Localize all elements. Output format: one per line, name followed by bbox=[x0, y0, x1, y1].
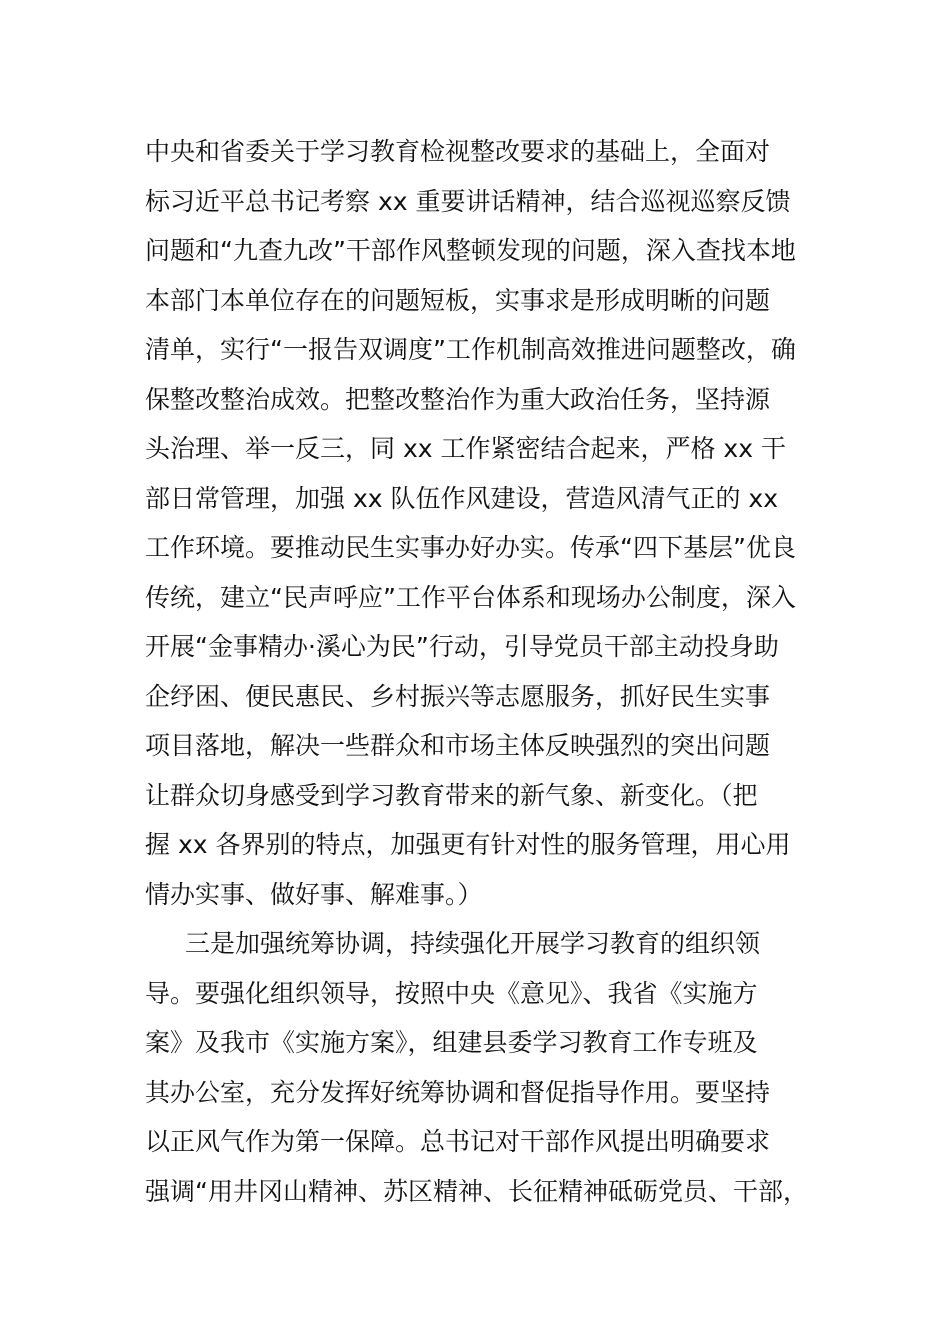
text-line: 其办公室，充分发挥好统筹协调和督促指导作用。要坚持 bbox=[145, 1077, 771, 1107]
text-line: 本部门本单位存在的问题短板，实事求是形成明晰的问题 bbox=[145, 285, 771, 315]
text-line: 保整改整治成效。把整改整治作为重大政治任务，坚持源 bbox=[145, 384, 771, 414]
body-text bbox=[145, 127, 825, 1216]
text-line: 企纾困、便民惠民、乡村振兴等志愿服务，抓好民生实事 bbox=[145, 681, 771, 711]
text-line: 项目落地，解决一些群众和市场主体反映强烈的突出问题 bbox=[145, 731, 771, 760]
text-line: 导。要强化组织领导，按照中央《意见》、我省《实施方 bbox=[145, 978, 758, 1008]
text-line: 让群众切身感受到学习教育带来的新气象、新变化。（把 bbox=[145, 780, 758, 810]
text-line: 握 xx 各界别的特点，加强更有针对性的服务管理，用心用 bbox=[145, 830, 791, 859]
text-line: 头治理、举一反三，同 xx 工作紧密结合起来，严格 xx 干 bbox=[145, 434, 786, 463]
text-line: 传统，建立“民声呼应”工作平台体系和现场办公制度，深入 bbox=[145, 582, 796, 612]
text-line: 情办实事、做好事、解难事。） bbox=[145, 879, 483, 909]
text-line: 部日常管理，加强 xx 队伍作风建设，营造风清气正的 xx bbox=[145, 483, 779, 513]
text-line: 问题和“九查九改”干部作风整顿发现的问题，深入查找本地 bbox=[145, 236, 796, 265]
paragraph-start-line: 三是加强统筹协调，持续强化开展学习教育的组织领 bbox=[185, 929, 761, 958]
text-line: 以正风气作为第一保障。总书记对干部作风提出明确要求 bbox=[145, 1127, 771, 1156]
text-line: 强调“用井冈山精神、苏区精神、长征精神砥砺党员、干部， bbox=[145, 1176, 808, 1206]
text-line: 中央和省委关于学习教育检视整改要求的基础上，全面对 bbox=[145, 137, 771, 166]
text-line: 案》及我市《实施方案》，组建县委学习教育工作专班及 bbox=[145, 1028, 758, 1057]
text-line: 开展“金事精办·溪心为民”行动，引导党员干部主动投身助 bbox=[145, 632, 779, 661]
text-line: 工作环境。要推动民生实事办好办实。传承“四下基层”优良 bbox=[145, 533, 796, 562]
text-line: 清单，实行“一报告双调度”工作机制高效推进问题整改，确 bbox=[145, 335, 796, 364]
text-line: 标习近平总书记考察 xx 重要讲话精神，结合巡视巡察反馈 bbox=[145, 186, 791, 216]
